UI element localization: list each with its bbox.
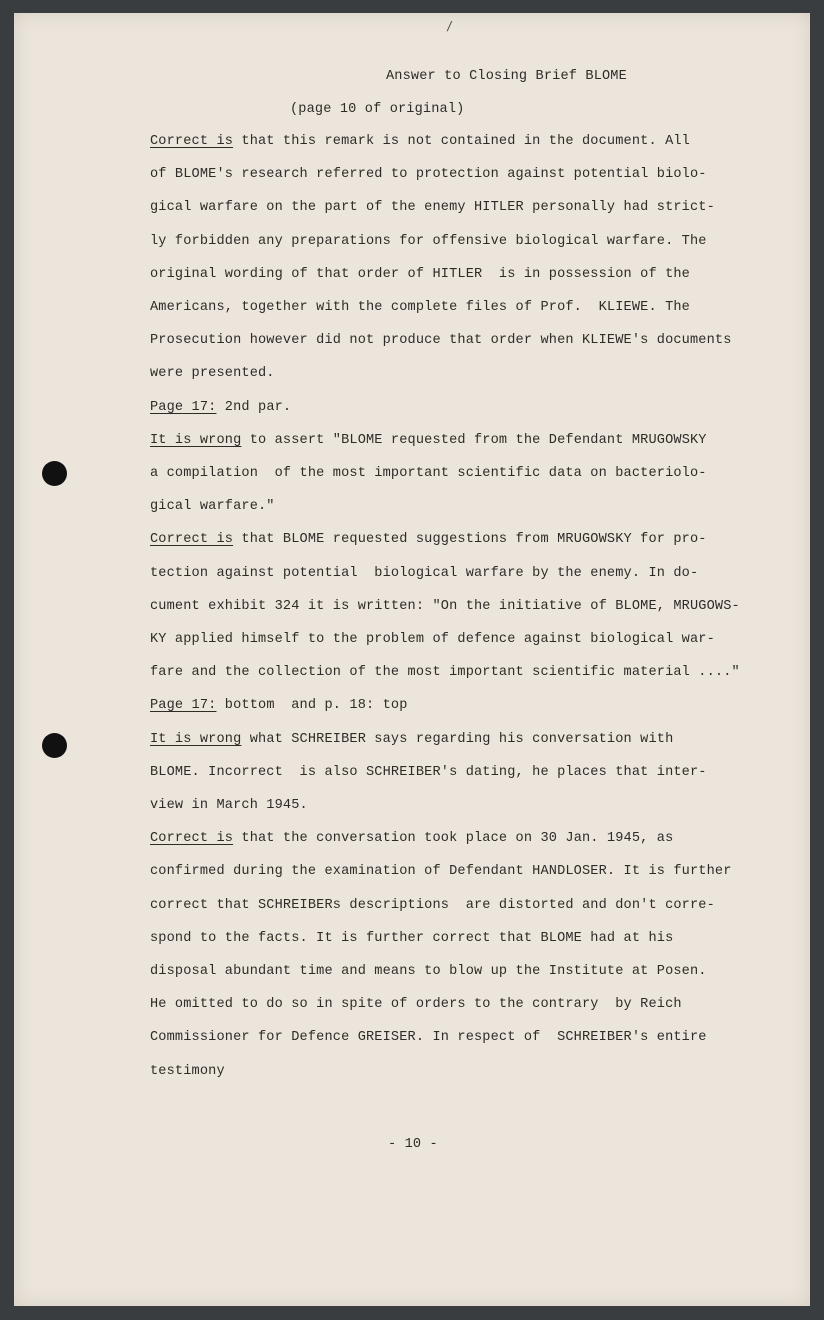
line-text: He omitted to do so in spite of orders to the contrary by Reich <box>150 997 682 1013</box>
line-text: confirmed during the examination of Defendant HANDLOSER. It is further <box>150 864 732 880</box>
line-text: that the conversation took place on 30 Jan. 1945, as <box>233 831 674 847</box>
line-text: tection against potential biological warfare by the enemy. In do- <box>150 565 699 581</box>
underlined-heading: Correct is <box>150 134 234 149</box>
line-text: spond to the facts. It is further correct that BLOME had at his <box>150 930 674 946</box>
underlined-heading: It is wrong <box>150 432 242 448</box>
line-text: that BLOME requested suggestions from MRUGOWSKY for pro- <box>233 532 707 548</box>
document-title: Answer to Closing Brief BLOME <box>386 69 627 84</box>
text-line <box>150 333 732 348</box>
line-text: a compilation of the most important scientific data on bacteriolo- <box>150 466 707 481</box>
underlined-heading: Correct is <box>150 831 234 847</box>
line-text: gical warfare." <box>150 499 275 515</box>
text-line <box>150 665 740 680</box>
text-line <box>150 134 690 149</box>
text-line <box>150 532 707 547</box>
text-line <box>150 1030 707 1045</box>
top-mark: / <box>446 19 454 33</box>
text-line <box>150 366 275 381</box>
text-line <box>150 267 690 282</box>
text-line <box>150 566 698 581</box>
text-line <box>150 1064 225 1079</box>
line-text: cument exhibit 324 it is written: "On the initiative of BLOME, MRUGOWS- <box>150 598 740 614</box>
text-line <box>150 466 707 481</box>
text-line <box>150 864 732 879</box>
line-text: correct that SCHREIBERs descriptions are distorted and don't corre- <box>150 897 715 913</box>
punch-hole-bottom <box>42 733 67 758</box>
line-text: 2nd par. <box>216 399 292 415</box>
line-text: testimony <box>150 1063 225 1079</box>
text-line <box>150 599 740 614</box>
punch-hole-top <box>42 461 67 486</box>
page-number: - 10 - <box>388 1137 438 1152</box>
line-text: original wording of that order of HITLER is in possession of the <box>150 266 690 282</box>
text-line <box>150 234 707 249</box>
text-line <box>150 798 308 813</box>
line-text: fare and the collection of the most important scientific material ...." <box>150 665 740 681</box>
document-subtitle: (page 10 of original) <box>290 102 465 117</box>
line-text: Prosecution however did not produce that order when KLIEWE's documents <box>150 333 732 349</box>
document-page <box>14 13 810 1306</box>
text-line <box>150 997 682 1012</box>
text-line <box>150 765 707 780</box>
line-text: Americans, together with the complete files of Prof. KLIEWE. The <box>150 300 690 315</box>
line-text: to assert "BLOME requested from the Defendant MRUGOWSKY <box>241 432 707 448</box>
text-line <box>150 400 291 415</box>
line-text: ly forbidden any preparations for offensive biological warfare. The <box>150 233 707 249</box>
line-text: view in March 1945. <box>150 798 308 813</box>
line-text: bottom and p. 18: top <box>216 698 408 714</box>
text-line <box>150 831 673 846</box>
text-line <box>150 632 715 647</box>
text-line <box>150 898 715 913</box>
line-text: KY applied himself to the problem of defence against biological war- <box>150 632 715 647</box>
line-text: Commissioner for Defence GREISER. In respect of SCHREIBER's entire <box>150 1030 707 1046</box>
text-line <box>150 931 673 946</box>
line-text: BLOME. Incorrect is also SCHREIBER's dating, he places that inter- <box>150 764 707 780</box>
line-text: of BLOME's research referred to protection against potential biolo- <box>150 167 707 183</box>
text-line <box>150 200 715 215</box>
line-text: that this remark is not contained in the document. All <box>233 134 690 149</box>
line-text: were presented. <box>150 366 275 382</box>
text-line <box>150 964 707 979</box>
text-line <box>150 433 707 448</box>
text-line <box>150 698 408 713</box>
underlined-heading: It is wrong <box>150 731 242 747</box>
text-line <box>150 499 275 514</box>
text-line <box>150 300 690 315</box>
line-text: disposal abundant time and means to blow up the Institute at Posen. <box>150 964 707 979</box>
text-line <box>150 732 673 747</box>
text-line <box>150 167 707 182</box>
underlined-heading: Page 17: <box>150 399 217 415</box>
underlined-heading: Page 17: <box>150 698 217 714</box>
line-text: what SCHREIBER says regarding his conversation with <box>241 731 674 747</box>
line-text: gical warfare on the part of the enemy HITLER personally had strict- <box>150 200 715 216</box>
underlined-heading: Correct is <box>150 532 234 548</box>
